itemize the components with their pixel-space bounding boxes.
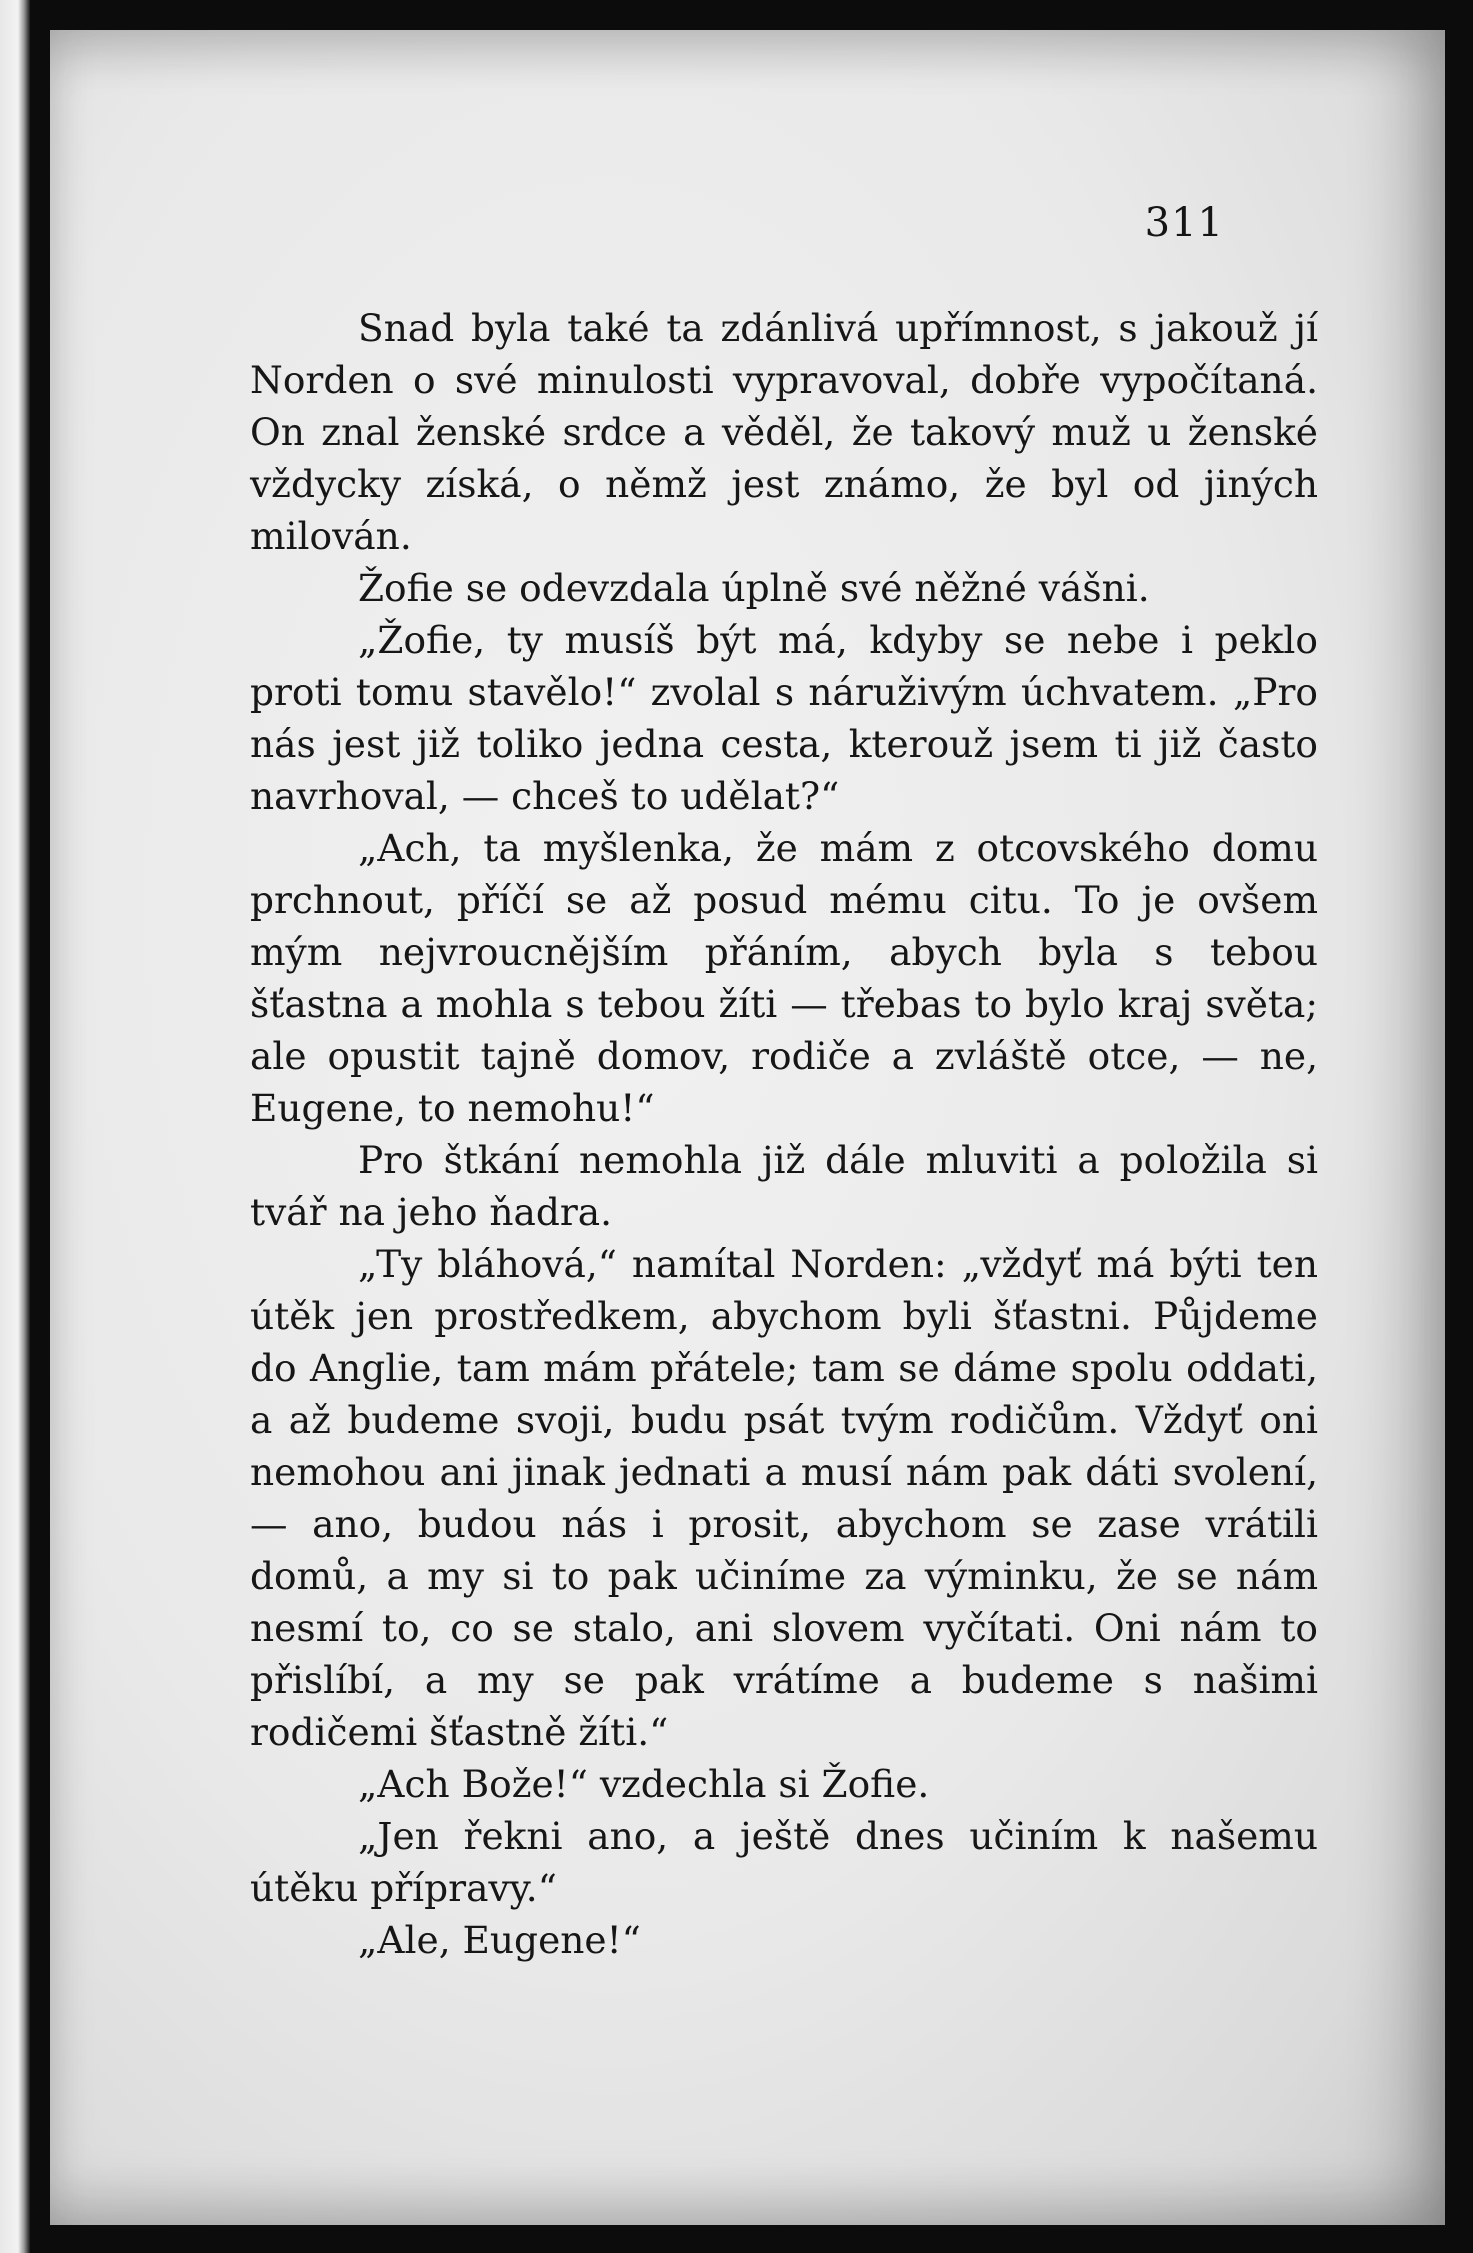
page-number: 311 bbox=[1144, 200, 1224, 246]
paragraph: Žofie se odevzdala úplně své něžné vášni. bbox=[358, 566, 1150, 610]
paragraph: „Jen řekni ano, a ještě dnes učiním k našemu útěku přípravy.“ bbox=[250, 1814, 1318, 1910]
paragraph: „Ach Bože!“ vzdechla si Žofie. bbox=[358, 1762, 930, 1806]
paragraph: Pro štkání nemohla již dále mluviti a položila si tvář na jeho ňadra. bbox=[250, 1138, 1318, 1234]
adjacent-page-edge bbox=[0, 0, 30, 2253]
paragraph: „Ale, Eugene!“ bbox=[358, 1918, 641, 1962]
paragraph: „Žofie, ty musíš být má, kdyby se nebe i peklo proti tomu stavělo!“ zvolal s náruživým úchvatem. „Pro nás jest již toliko jedna cesta, kterouž jsem ti již často navrhoval, — chceš to udělat?“ bbox=[250, 618, 1318, 818]
paragraph: Snad byla také ta zdánlivá upřímnost, s jakouž jí Norden o své minulosti vypravoval, dobře vypočítaná. On znal ženské srdce a věděl, že takový muž u ženské vždycky získá, o němž jest známo, že byl od jiných milován. bbox=[250, 306, 1318, 558]
paragraph: „Ty bláhová,“ namítal Norden: „vždyť má býti ten útěk jen prostředkem, abychom byli šťastni. Půjdeme do Anglie, tam mám přátele; tam se dáme spolu oddati, a až budeme svoji, budu psát tvým rodičům. Vždyť oni nemohou ani jinak jednati a musí nám pak dáti svolení, — ano, budou nás i prosit, abychom se zase vrátili domů, a my si to pak učiníme za výminku, že se nám nesmí to, co se stalo, ani slovem vyčítati. Oni nám to přislíbí, a my se pak vrátíme a budeme s našimi rodičemi šťastně žíti.“ bbox=[250, 1242, 1318, 1754]
body-text bbox=[250, 302, 1318, 1966]
book-page bbox=[50, 30, 1445, 2225]
paragraph: „Ach, ta myšlenka, že mám z otcovského domu prchnout, příčí se až posud mému citu. To je ovšem mým nejvroucnějším přáním, abych byla s tebou šťastna a mohla s tebou žíti — třebas to bylo kraj světa; ale opustit tajně domov, rodiče a zvláště otce, — ne, Eugene, to nemohu!“ bbox=[250, 826, 1318, 1130]
